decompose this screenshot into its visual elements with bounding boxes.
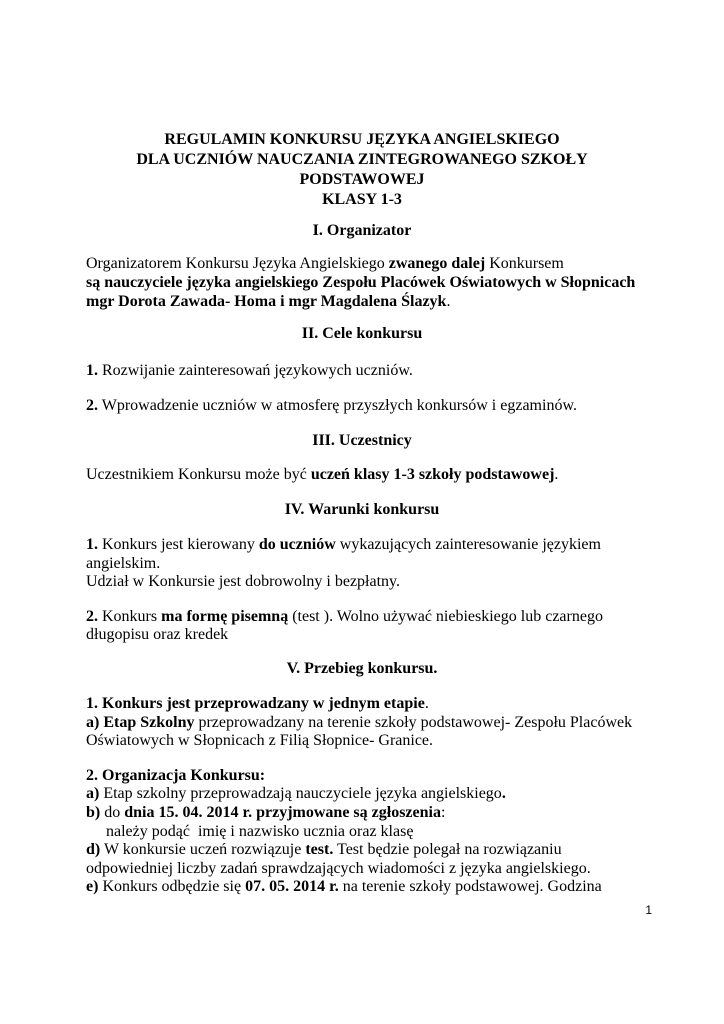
condition-2-line-2: długopisu oraz kredek: [86, 626, 229, 643]
condition-1-line-2: angielskim.: [86, 555, 161, 572]
organizer-line-3: mgr Dorota Zawada- Homa i mgr Magdalena Ślazyk.: [86, 293, 451, 310]
organization-item-b: b) do dnia 15. 04. 2014 r. przyjmowane są zgłoszenia:: [86, 804, 446, 821]
section-heading-goals: II. Cele konkursu: [301, 325, 423, 342]
organization-item-a: a) Etap szkolny przeprowadzają nauczyciele języka angielskiego.: [86, 785, 506, 802]
organizer-line-2: są nauczyciele języka angielskiego Zespołu Placówek Oświatowych w Słopnicach: [86, 274, 636, 291]
organization-heading: 2. Organizacja Konkursu:: [86, 767, 266, 784]
organizer-line-1: Organizatorem Konkursu Języka Angielskiego zwanego dalej Konkursem: [86, 255, 564, 272]
participants-line: Uczestnikiem Konkursu może być uczeń klasy 1-3 szkoły podstawowej.: [86, 466, 559, 483]
goal-1: 1. Rozwijanie zainteresowań językowych uczniów.: [86, 362, 413, 379]
page-number: 1: [645, 903, 652, 917]
organization-item-d-line-2: odpowiedniej liczby zadań sprawdzających wiadomości z języka angielskiego.: [86, 860, 591, 877]
section-heading-procedure: V. Przebieg konkursu.: [286, 660, 438, 677]
condition-2-line-1: 2. Konkurs ma formę pisemną (test ). Wolno używać niebieskiego lub czarnego: [86, 608, 603, 625]
section-heading-participants: III. Uczestnicy: [312, 432, 412, 449]
section-heading-organizer: I. Organizator: [312, 222, 412, 239]
doc-title-line-2: DLA UCZNIÓW NAUCZANIA ZINTEGROWANEGO SZKOŁY: [136, 151, 588, 168]
goal-2: 2. Wprowadzenie uczniów w atmosferę przyszłych konkursów i egzaminów.: [86, 397, 577, 414]
organization-item-b-detail: należy podąć imię i nazwisko ucznia oraz klasę: [86, 823, 414, 840]
doc-title-line-4: KLASY 1-3: [322, 191, 402, 208]
procedure-line-2: a) Etap Szkolny przeprowadzany na terenie szkoły podstawowej- Zespołu Placówek: [86, 714, 633, 731]
condition-1-line-1: 1. Konkurs jest kierowany do uczniów wykazujących zainteresowanie językiem: [86, 536, 601, 553]
section-heading-conditions: IV. Warunki konkursu: [284, 501, 440, 518]
organization-item-d-line-1: d) W konkursie uczeń rozwiązuje test. Test będzie polegał na rozwiązaniu: [86, 841, 562, 858]
doc-title-line-1: REGULAMIN KONKURSU JĘZYKA ANGIELSKIEGO: [164, 131, 560, 148]
organization-item-e: e) Konkurs odbędzie się 07. 05. 2014 r. na terenie szkoły podstawowej. Godzina: [86, 878, 602, 895]
procedure-line-3: Oświatowych w Słopnicach z Filią Słopnice- Granice.: [86, 732, 434, 749]
doc-title-line-3: PODSTAWOWEJ: [299, 171, 425, 188]
condition-1-line-3: Udział w Konkursie jest dobrowolny i bezpłatny.: [86, 573, 401, 590]
procedure-line-1: 1. Konkurs jest przeprowadzany w jednym etapie.: [86, 695, 429, 712]
